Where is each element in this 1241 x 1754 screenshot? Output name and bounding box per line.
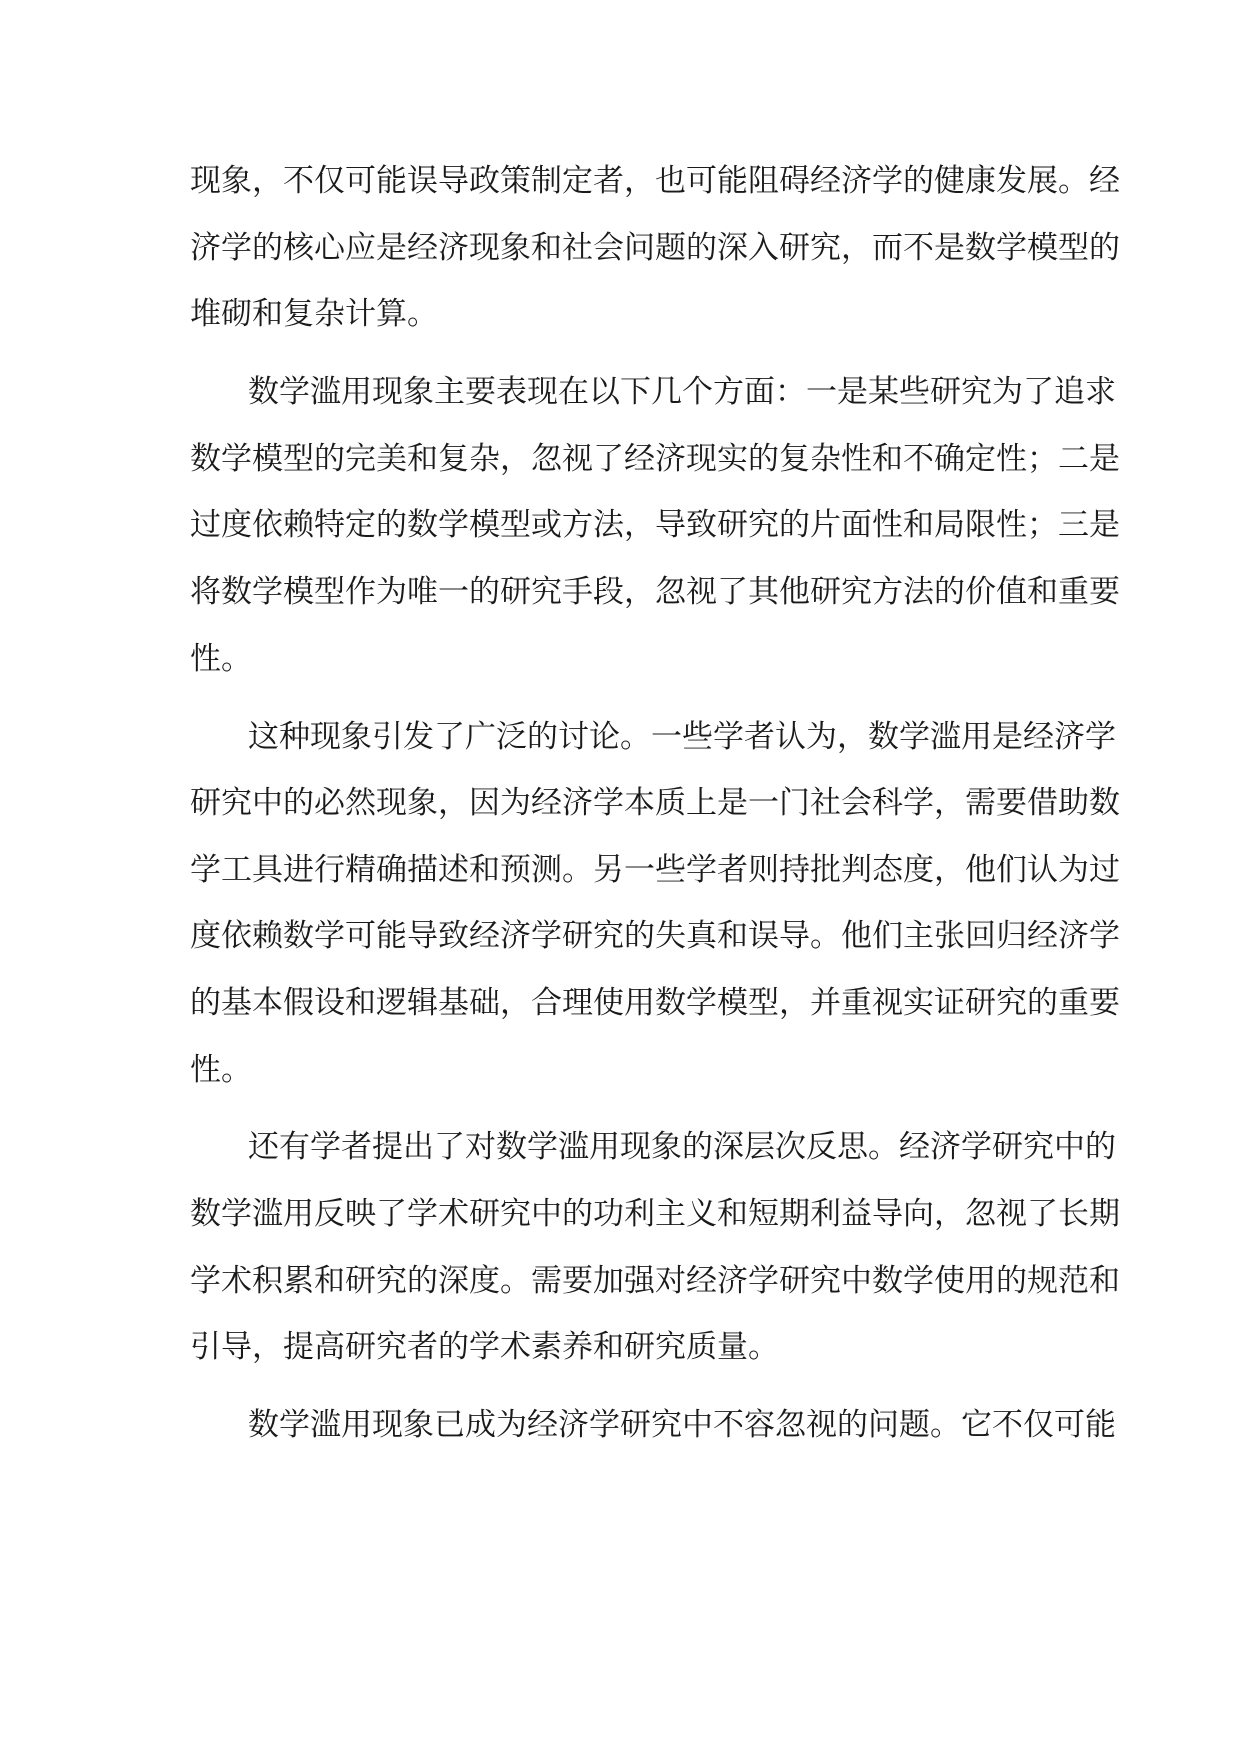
paragraph-line: 的基本假设和逻辑基础，合理使用数学模型，并重视实证研究的重要: [190, 984, 1120, 1021]
paragraph-line: 堆砌和复杂计算。: [190, 296, 438, 333]
paragraph-5: [190, 1392, 1116, 1459]
paragraph-line: 现象，不仅可能误导政策制定者，也可能阻碍经济学的健康发展。经: [190, 163, 1120, 199]
paragraph-line: 过度依赖特定的数学模型或方法，导致研究的片面性和局限性；三是: [190, 507, 1120, 544]
paragraph-3: [190, 704, 1120, 1104]
document-body: [190, 148, 1120, 1470]
paragraph-line: 将数学模型作为唯一的研究手段，忽视了其他研究方法的价值和重要: [190, 573, 1120, 610]
paragraph-line: 学术积累和研究的深度。需要加强对经济学研究中数学使用的规范和: [190, 1262, 1120, 1299]
paragraph-line: 研究中的必然现象，因为经济学本质上是一门社会科学，需要借助数: [190, 785, 1120, 822]
paragraph-line: 性。: [190, 1051, 252, 1088]
paragraph-1: [190, 148, 1120, 348]
paragraph-line: 数学滥用现象已成为经济学研究中不容忽视的问题。它不仅可能: [248, 1407, 1116, 1444]
paragraph-line: 济学的核心应是经济现象和社会问题的深入研究，而不是数学模型的: [190, 229, 1120, 266]
paragraph-4: [190, 1114, 1120, 1380]
paragraph-line: 度依赖数学可能导致经济学研究的失真和误导。他们主张回归经济学: [190, 918, 1120, 955]
paragraph-line: 这种现象引发了广泛的讨论。一些学者认为，数学滥用是经济学: [248, 718, 1116, 755]
paragraph-2: [190, 359, 1120, 692]
paragraph-line: 还有学者提出了对数学滥用现象的深层次反思。经济学研究中的: [248, 1129, 1116, 1166]
paragraph-line: 性。: [190, 640, 252, 677]
paragraph-line: 学工具进行精确描述和预测。另一些学者则持批判态度，他们认为过: [190, 851, 1120, 888]
paragraph-line: 数学模型的完美和复杂，忽视了经济现实的复杂性和不确定性；二是: [190, 440, 1120, 477]
paragraph-line: 数学滥用现象主要表现在以下几个方面：一是某些研究为了追求: [248, 374, 1116, 411]
paragraph-line: 引导，提高研究者的学术素养和研究质量。: [190, 1329, 779, 1366]
paragraph-line: 数学滥用反映了学术研究中的功利主义和短期利益导向，忽视了长期: [190, 1196, 1120, 1233]
